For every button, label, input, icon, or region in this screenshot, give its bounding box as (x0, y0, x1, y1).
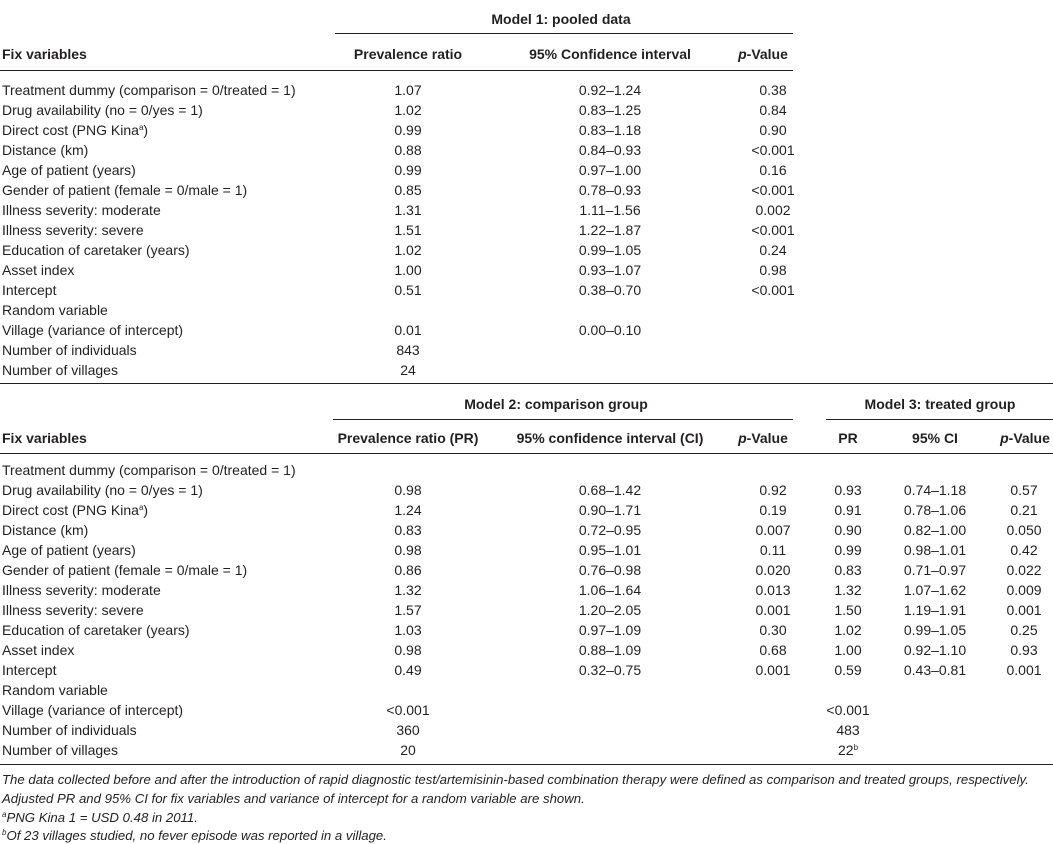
model3-pr-value: 1.02 (834, 622, 862, 638)
pr-value: 0.88 (394, 142, 422, 158)
footnote-line-1: The data collected before and after the introduction of rapid diagnostic test/artemisinin-based combination therapy were defined as comparison and treated groups, respectively. (2, 772, 1029, 787)
row-label: Asset index (2, 642, 75, 658)
model2-pr-value: 1.57 (394, 602, 422, 618)
t3-header-ci: 95% CI (912, 430, 958, 446)
model3-ci-value: 1.07–1.62 (903, 582, 967, 598)
p-value: 0.98 (759, 262, 787, 278)
model1-group-header: Model 1: pooled data (491, 11, 631, 27)
model3-p-value: 0.050 (1006, 522, 1042, 538)
row-label: Random variable (2, 302, 108, 318)
t1-header-pr: Prevalence ratio (353, 46, 463, 62)
model2-ci-value: 0.97–1.09 (578, 622, 642, 638)
ci-value: 0.97–1.00 (578, 162, 642, 178)
model3-pr-value: 0.91 (834, 502, 862, 518)
row-label: Asset index (2, 262, 75, 278)
model2-ci-value: 0.95–1.01 (578, 542, 642, 558)
model2-pr-value: 0.83 (394, 522, 422, 538)
t2-header-pr: Prevalence ratio (PR) (337, 430, 479, 446)
row-label: Distance (km) (2, 522, 89, 538)
model2-ci-value: 1.06–1.64 (578, 582, 642, 598)
model2-pr-value: 20 (400, 742, 416, 758)
model2-p-value: 0.11 (759, 542, 787, 558)
model2-pr-value: 0.49 (394, 662, 422, 678)
model3-pr-value: 0.83 (834, 562, 862, 578)
row-label: Illness severity: severe (2, 602, 144, 618)
p-value: 0.84 (759, 102, 787, 118)
model3-p-value: 0.42 (1010, 542, 1038, 558)
model2-group-rule (333, 419, 793, 420)
model3-p-value: 0.001 (1006, 662, 1042, 678)
ci-value: 0.78–0.93 (578, 182, 642, 198)
model3-pr-value: 0.90 (834, 522, 862, 538)
ci-value: 0.93–1.07 (578, 262, 642, 278)
model2-ci-value: 0.90–1.71 (578, 502, 642, 518)
p-value: 0.90 (759, 122, 787, 138)
row-label: Gender of patient (female = 0/male = 1) (2, 562, 248, 578)
row-label: Intercept (2, 662, 57, 678)
t2-header-ci: 95% confidence interval (CI) (516, 430, 704, 446)
row-label: Village (variance of intercept) (2, 322, 184, 338)
ci-value: 1.11–1.56 (579, 202, 641, 218)
model3-p-value: 0.57 (1010, 482, 1038, 498)
model2-p-value: 0.001 (755, 602, 791, 618)
footnote-line-2: Adjusted PR and 95% CI for fix variables and variance of intercept for a random variable are shown. (2, 791, 585, 806)
pr-value: 0.01 (394, 322, 422, 338)
model3-ci-value: 1.19–1.91 (903, 602, 967, 618)
ci-value: 0.83–1.25 (578, 102, 642, 118)
ci-value: 0.84–0.93 (578, 142, 642, 158)
pr-value: 843 (396, 342, 420, 358)
pr-value: 1.02 (394, 242, 422, 258)
t1-header-rule (0, 70, 793, 71)
model2-pr-value: 0.98 (394, 642, 422, 658)
p-value: 0.38 (759, 82, 787, 98)
row-label: Random variable (2, 682, 108, 698)
model3-group-header: Model 3: treated group (864, 396, 1016, 412)
ci-value: 1.22–1.87 (578, 222, 642, 238)
model2-ci-value: 0.72–0.95 (578, 522, 642, 538)
row-label: Illness severity: moderate (2, 582, 161, 598)
model2-ci-value: 1.20–2.05 (578, 602, 642, 618)
row-label: Treatment dummy (comparison = 0/treated = 1) (2, 82, 296, 98)
pr-value: 0.85 (394, 182, 422, 198)
t3-header-pr: PR (838, 430, 858, 446)
model3-ci-value: 0.78–1.06 (903, 502, 967, 518)
p-value: 0.24 (759, 242, 787, 258)
row-label: Drug availability (no = 0/yes = 1) (2, 482, 203, 498)
model2-p-value: 0.013 (755, 582, 791, 598)
model3-p-value: 0.21 (1010, 502, 1038, 518)
model2-p-value: 0.007 (755, 522, 791, 538)
row-label: Direct cost (PNG Kina$^a$) (2, 122, 149, 138)
row-label: Age of patient (years) (2, 542, 136, 558)
model2-ci-value: 0.76–0.98 (578, 562, 642, 578)
row-label: Illness severity: severe (2, 222, 144, 238)
row-label: Number of individuals (2, 342, 137, 358)
t3-header-pvalue: p-Value (1000, 430, 1050, 446)
model2-p-value: 0.020 (755, 562, 791, 578)
row-label: Village (variance of intercept) (2, 702, 184, 718)
model2-pr-value: 360 (396, 722, 420, 738)
model3-p-value: 0.001 (1006, 602, 1042, 618)
t2-header-rule (0, 453, 1053, 454)
model3-ci-value: 0.71–0.97 (903, 562, 967, 578)
model2-pr-value: 1.03 (394, 622, 422, 638)
model2-p-value: 0.19 (759, 502, 787, 518)
row-label: Treatment dummy (comparison = 0/treated = 1) (2, 462, 296, 478)
model2-group-header: Model 2: comparison group (464, 396, 648, 412)
model1-group-rule (335, 33, 793, 34)
model3-ci-value: 0.74–1.18 (903, 482, 967, 498)
p-value: 0.002 (755, 202, 791, 218)
row-label: Illness severity: moderate (2, 202, 161, 218)
pr-value: 1.31 (394, 202, 422, 218)
row-label: Number of individuals (2, 722, 137, 738)
p-value: 0.16 (759, 162, 787, 178)
row-label: Intercept (2, 282, 57, 298)
row-label: Education of caretaker (years) (2, 242, 190, 258)
ci-value: 0.00–0.10 (578, 322, 642, 338)
p-value: <0.001 (751, 282, 795, 298)
pr-value: 1.02 (394, 102, 422, 118)
model2-p-value: 0.30 (759, 622, 787, 638)
model3-p-value: 0.25 (1010, 622, 1038, 638)
model2-pr-value: <0.001 (386, 702, 430, 718)
model2-p-value: 0.001 (755, 662, 791, 678)
model3-ci-value: 0.43–0.81 (903, 662, 967, 678)
model3-pr-value: 0.93 (834, 482, 862, 498)
model3-pr-value: 0.99 (834, 542, 862, 558)
model3-ci-value: 0.99–1.05 (903, 622, 967, 638)
t1-header-fix: Fix variables (2, 46, 87, 62)
row-label: Direct cost (PNG Kina$^a$) (2, 502, 149, 518)
row-label: Drug availability (no = 0/yes = 1) (2, 102, 203, 118)
model2-pr-value: 0.98 (394, 542, 422, 558)
model3-pr-value: 22$^b$ (837, 742, 859, 758)
model3-p-value: 0.93 (1010, 642, 1038, 658)
row-label: Education of caretaker (years) (2, 622, 190, 638)
model2-pr-value: 1.32 (394, 582, 422, 598)
ci-value: 0.92–1.24 (578, 82, 642, 98)
pr-value: 0.99 (394, 162, 422, 178)
model3-ci-value: 0.98–1.01 (903, 542, 967, 558)
model3-pr-value: <0.001 (826, 702, 870, 718)
p-value: <0.001 (751, 222, 795, 238)
pr-value: 0.51 (394, 282, 422, 298)
model3-ci-value: 0.82–1.00 (903, 522, 967, 538)
model2-p-value: 0.92 (759, 482, 787, 498)
footnote-b: $^b$Of 23 villages studied, no fever episode was reported in a village. (2, 828, 387, 843)
model3-ci-value: 0.92–1.10 (903, 642, 967, 658)
t2-header-fix: Fix variables (2, 430, 87, 446)
model2-pr-value: 0.98 (394, 482, 422, 498)
p-value: <0.001 (751, 142, 795, 158)
p-value: <0.001 (751, 182, 795, 198)
pr-value: 24 (400, 362, 416, 378)
model2-p-value: 0.68 (759, 642, 787, 658)
model2-ci-value: 0.68–1.42 (578, 482, 642, 498)
table-separator (0, 383, 1053, 384)
model2-pr-value: 1.24 (394, 502, 422, 518)
model3-pr-value: 483 (836, 722, 860, 738)
t2-bottom-rule (0, 764, 1053, 765)
row-label: Number of villages (2, 362, 118, 378)
footnote-a: $^a$PNG Kina 1 = USD 0.48 in 2011. (2, 810, 198, 825)
ci-value: 0.38–0.70 (578, 282, 642, 298)
ci-value: 0.99–1.05 (578, 242, 642, 258)
model2-ci-value: 0.88–1.09 (578, 642, 642, 658)
pr-value: 1.51 (394, 222, 422, 238)
t2-header-pvalue: p-Value (738, 430, 788, 446)
t1-header-pvalue: p-Value (738, 46, 788, 62)
model3-pr-value: 0.59 (834, 662, 862, 678)
model3-p-value: 0.022 (1006, 562, 1042, 578)
model3-pr-value: 1.32 (834, 582, 862, 598)
row-label: Age of patient (years) (2, 162, 136, 178)
model3-pr-value: 1.50 (834, 602, 862, 618)
t1-header-ci: 95% Confidence interval (529, 46, 691, 62)
pr-value: 1.00 (394, 262, 422, 278)
model2-pr-value: 0.86 (394, 562, 422, 578)
row-label: Gender of patient (female = 0/male = 1) (2, 182, 248, 198)
pr-value: 0.99 (394, 122, 422, 138)
model2-ci-value: 0.32–0.75 (578, 662, 642, 678)
pr-value: 1.07 (394, 82, 422, 98)
model3-pr-value: 1.00 (834, 642, 862, 658)
row-label: Distance (km) (2, 142, 89, 158)
ci-value: 0.83–1.18 (578, 122, 642, 138)
model3-group-rule (826, 419, 1053, 420)
model3-p-value: 0.009 (1006, 582, 1042, 598)
row-label: Number of villages (2, 742, 118, 758)
